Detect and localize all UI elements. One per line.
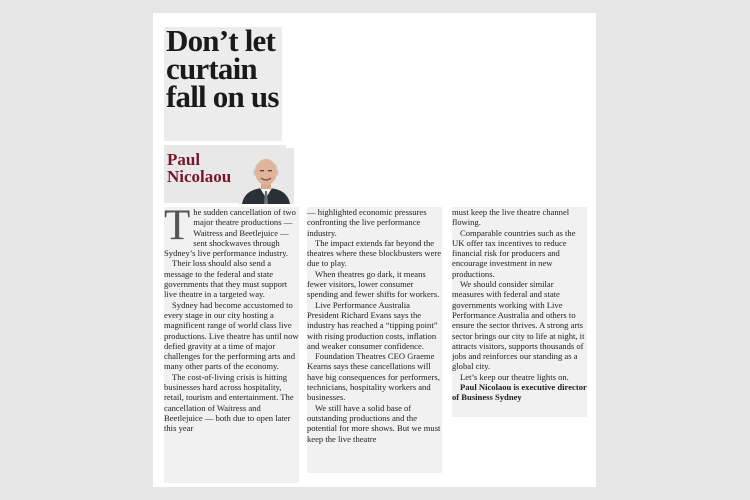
article-column-2 — [307, 207, 442, 473]
headline-line: curtain — [166, 51, 257, 86]
paragraph: Foundation Theatres CEO Graeme Kearns says these cancellations will have big consequences for performers, technicians, hospitality workers and businesses. — [307, 351, 440, 403]
paragraph: We should consider similar measures with federal and state governments working with Live Performance Australia and others to ensure the sector thrives. A strong arts sector brings our city to life at night, it attracts visitors, supports thousands of jobs and reinforces our standing as a global city. — [452, 279, 585, 372]
drop-cap: T — [164, 207, 191, 249]
paragraph: Let’s keep our theatre lights on. — [460, 371, 569, 382]
author-last-name: Nicolaou — [167, 167, 232, 186]
author-portrait — [238, 148, 294, 204]
paragraph: — highlighted economic pressures confronting the live performance industry. — [307, 207, 427, 238]
article-column-1 — [164, 207, 299, 483]
paragraph: Their loss should also send a message to the federal and state governments that they must support live theatre in a targeted way. — [164, 258, 288, 300]
newspaper-page — [153, 13, 596, 487]
paragraph: Comparable countries such as the UK offer tax incentives to reduce financial risk for producers and encourage investment in new productions. — [452, 227, 576, 279]
paragraph: he sudden cancellation of two major theatre productions — Waitress and Beetlejuice — sent shockwaves through Sydney’s live performance industry. — [164, 207, 296, 259]
paragraph: Sydney had become accustomed to every stage in our city hosting a magnificent range of world class live productions. Live theatre has until now defied gravity at a time of major challenges for the performing arts and many other parts of the economy. — [164, 299, 299, 372]
headline — [164, 23, 282, 141]
byline — [164, 145, 286, 203]
article-column-3 — [452, 207, 587, 417]
headline-line: fall on us — [166, 79, 279, 114]
author-name — [167, 151, 231, 185]
headline-line: Don’t let — [166, 23, 276, 58]
paragraph: When theatres go dark, it means fewer visitors, lower consumer spending and fewer shifts for workers. — [307, 268, 440, 300]
paragraph: must keep the live theatre channel flowing. — [452, 207, 570, 228]
author-first-name: Paul — [167, 150, 201, 169]
paragraph: We still have a solid base of outstanding productions and the potential for more shows. But we must keep the live theatre — [307, 402, 441, 444]
author-bio: Paul Nicolaou is executive director of Business Sydney — [452, 382, 587, 403]
paragraph: The impact extends far beyond the theatres where these blockbusters were due to play. — [307, 237, 442, 269]
paragraph: The cost-of-living crisis is hitting businesses hard across hospitality, retail, tourism and entertainment. The cancellation of Waitress and Beetlejuice — both due to open later this year — [164, 371, 294, 434]
paragraph: Live Performance Australia President Richard Evans says the industry has reached a “tipping point” with rising production costs, inflation and weaker consumer confidence. — [307, 299, 438, 351]
